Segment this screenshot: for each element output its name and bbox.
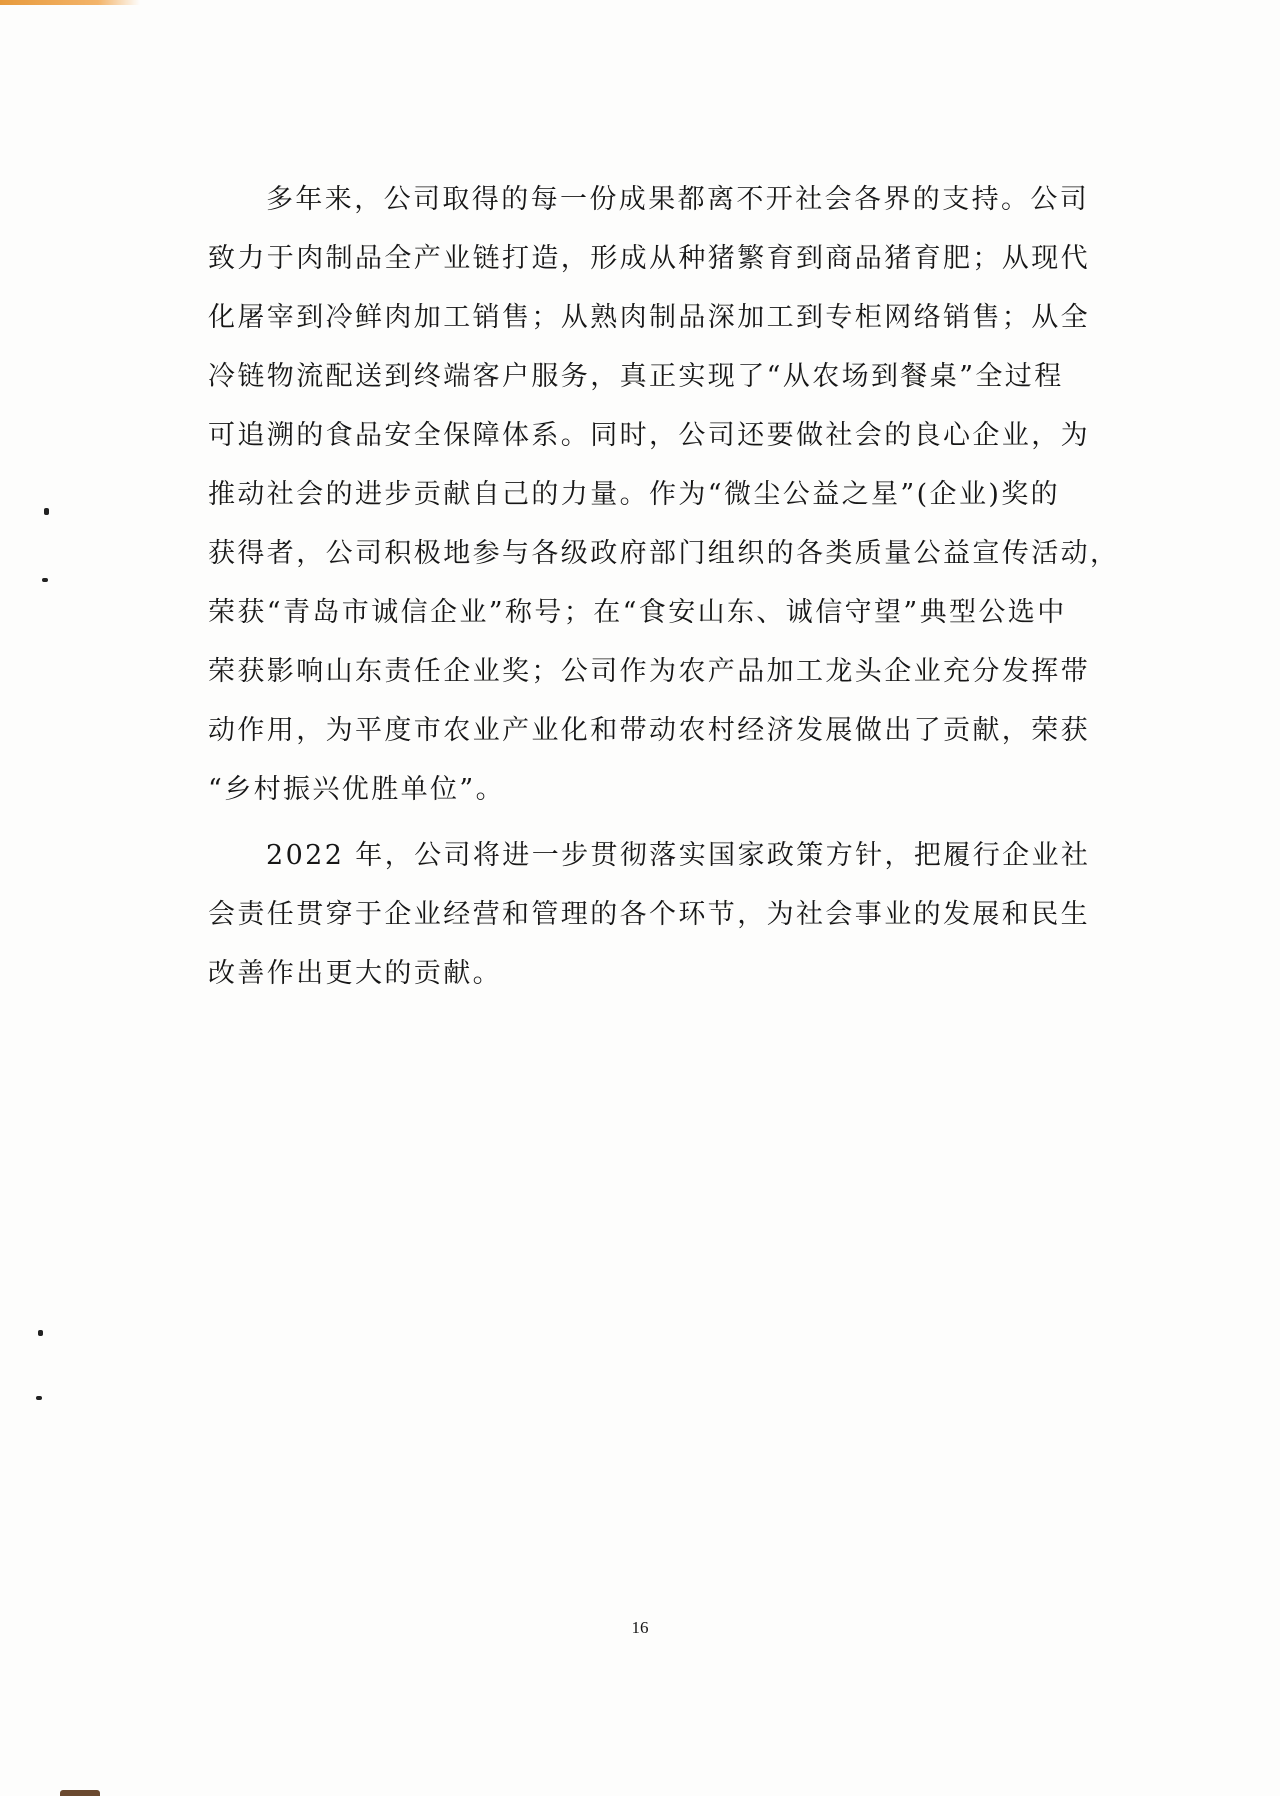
text-line: 获得者，公司积极地参与各级政府部门组织的各类质量公益宣传活动， [208,538,1120,569]
text-line: 荣获影响山东责任企业奖；公司作为农产品加工龙头企业充分发挥带 [208,656,1090,687]
text-line: 会责任贯穿于企业经营和管理的各个环节，为社会事业的发展和民生 [208,899,1090,930]
text-line: 多年来，公司取得的每一份成果都离不开社会各界的支持。公司 [266,184,1090,215]
page-edge-mark [60,1790,100,1796]
text-line: 致力于肉制品全产业链打造，形成从种猪繁育到商品猪育肥；从现代 [208,243,1090,274]
text-line: 冷链物流配送到终端客户服务，真正实现了“从农场到餐桌”全过程 [208,361,1064,392]
paragraph-gap [208,827,1088,834]
text-line: 动作用，为平度市农业产业化和带动农村经济发展做出了贡献，荣获 [208,715,1090,746]
text-line: 可追溯的食品安全保障体系。同时，公司还要做社会的良心企业，为 [208,420,1090,451]
page-number: 16 [631,1618,649,1637]
paragraph-1 [208,178,1120,827]
text-line: 荣获“青岛市诚信企业”称号；在“食安山东、诚信守望”典型公选中 [208,597,1067,628]
scan-speck [38,1330,43,1336]
text-line: 2022 年，公司将进一步贯彻落实国家政策方针，把履行企业社 [266,840,1091,871]
text-line: 化屠宰到冷鲜肉加工销售；从熟肉制品深加工到专柜网络销售；从全 [208,302,1090,333]
scan-speck [44,508,49,515]
text-line: 推动社会的进步贡献自己的力量。作为“微尘公益之星”(企业)奖的 [208,479,1061,510]
scan-speck [42,578,48,582]
page-edge-stain [0,0,140,5]
text-line: 改善作出更大的贡献。 [208,958,502,989]
document-body [208,178,1120,1011]
scan-speck [36,1396,42,1400]
paragraph-2 [208,834,1091,1011]
text-line: “乡村振兴优胜单位”。 [208,774,506,805]
